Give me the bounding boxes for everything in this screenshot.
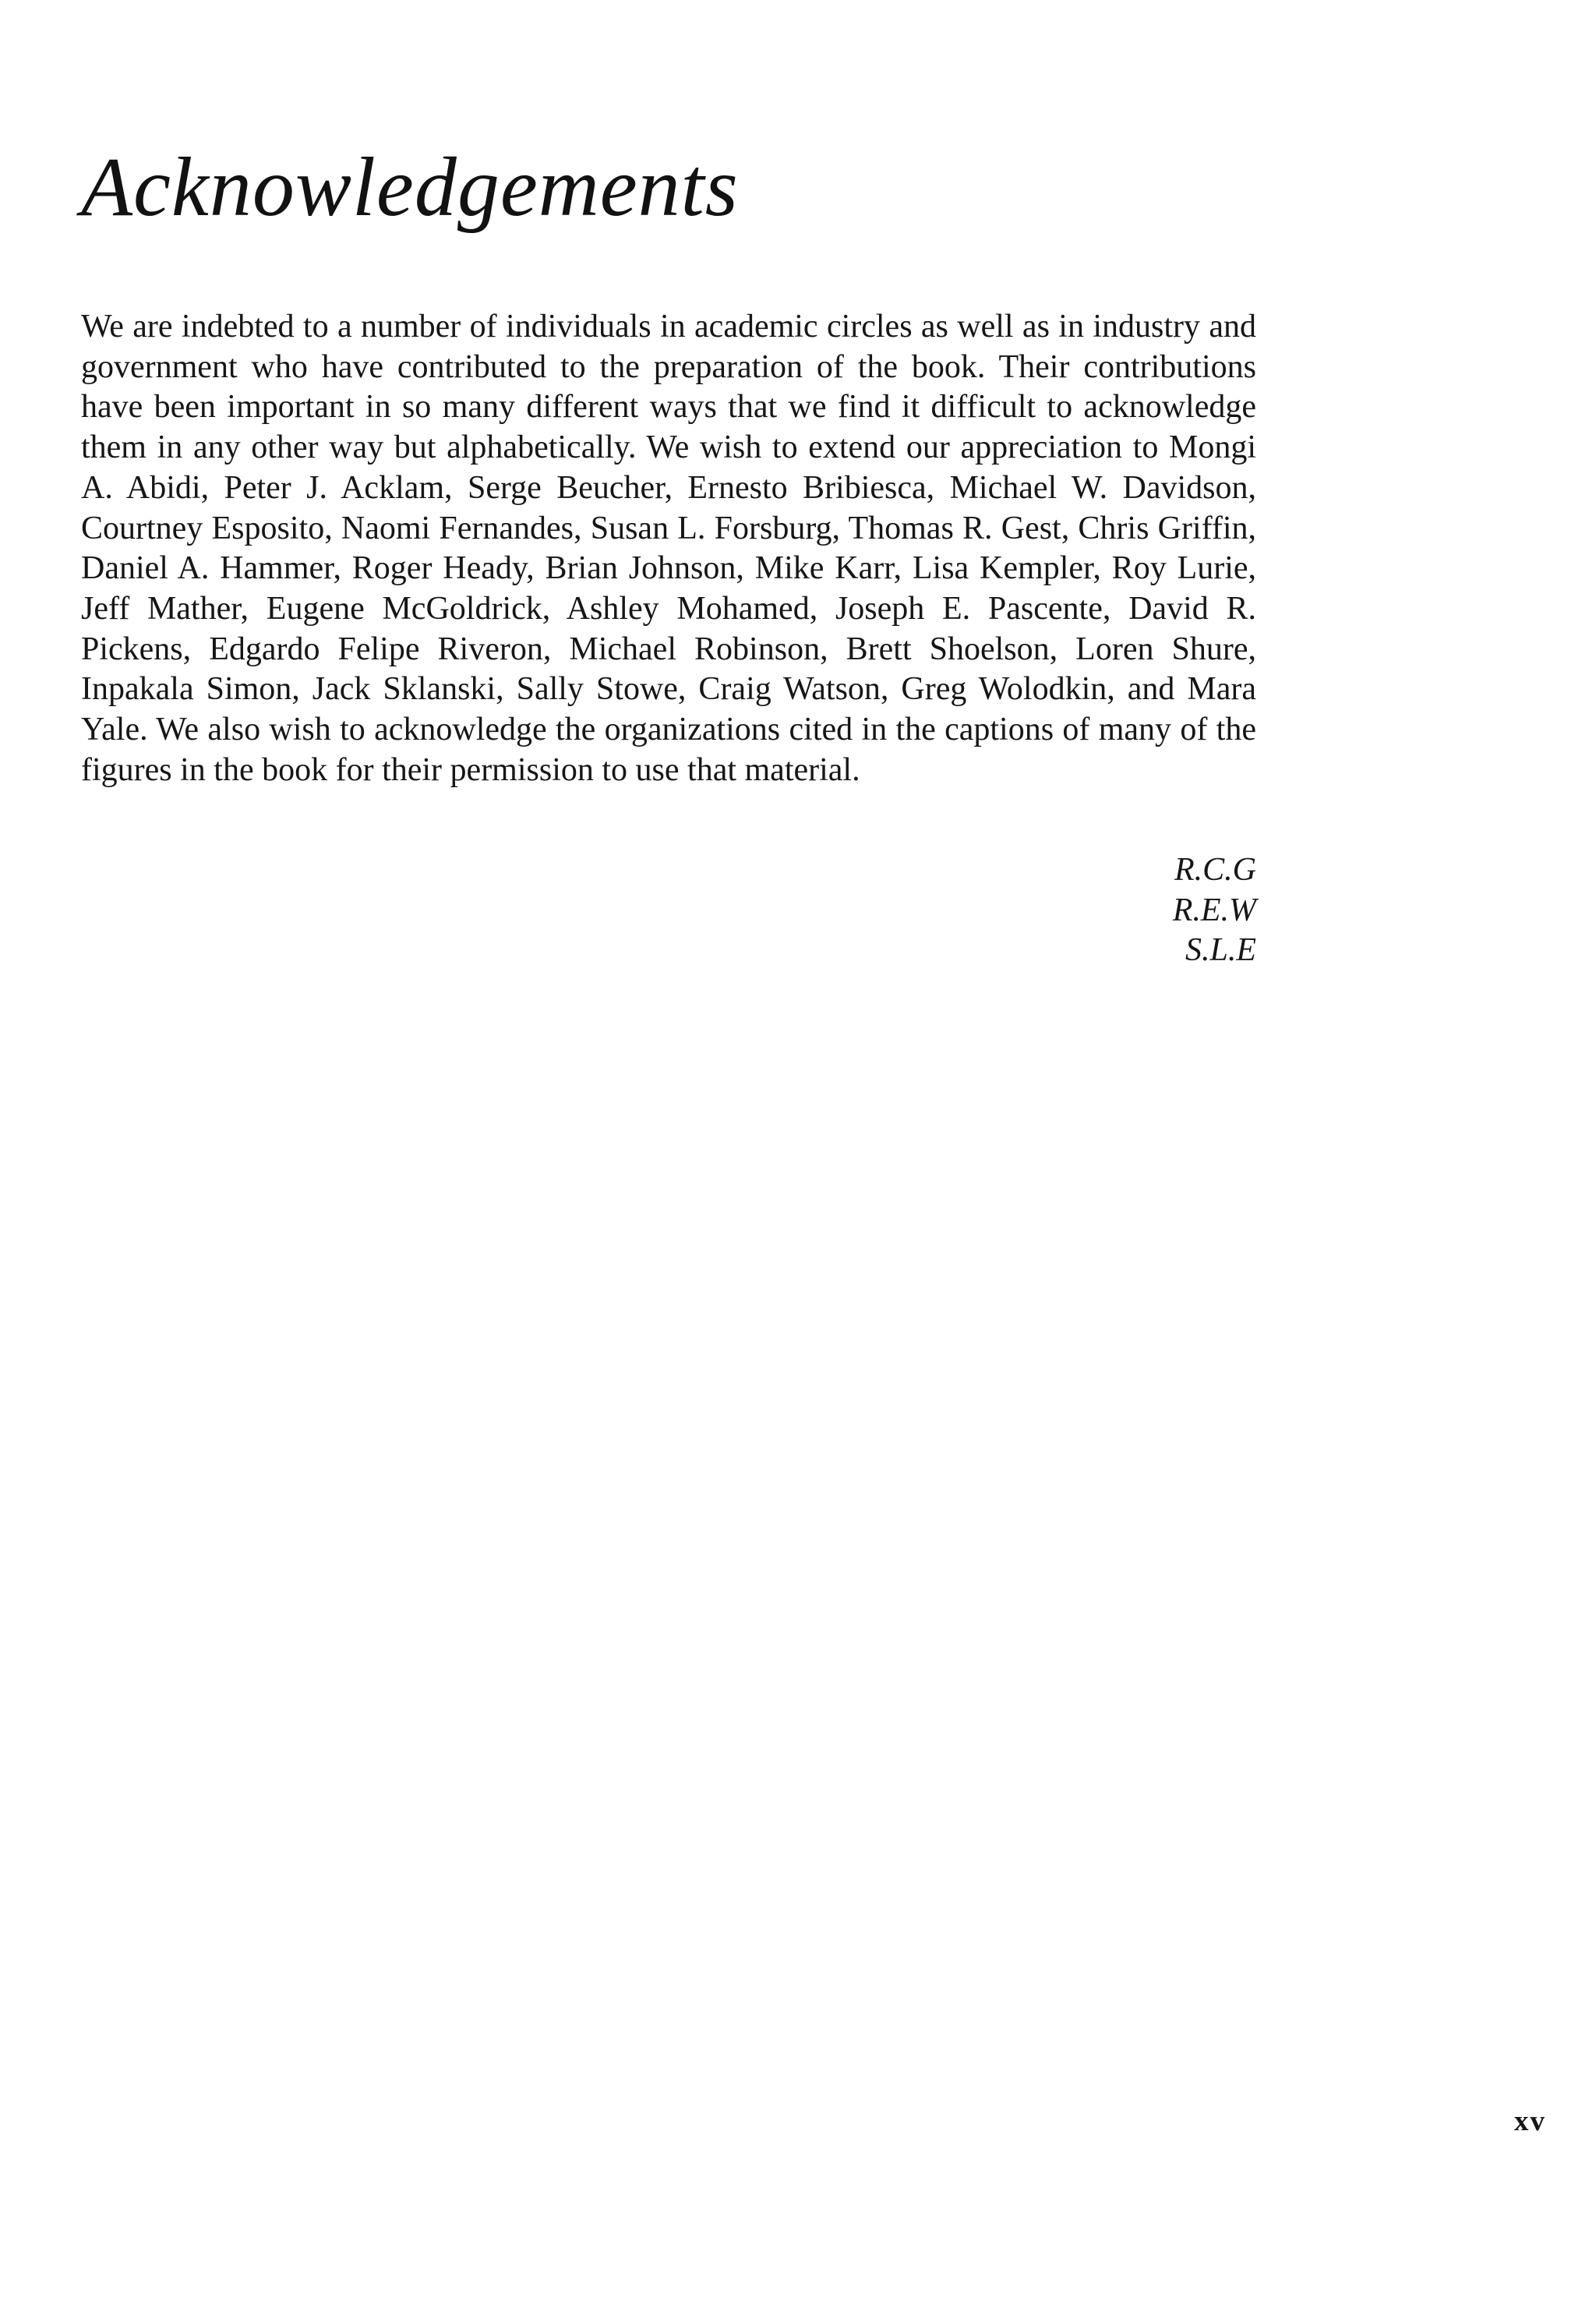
page-number: xv xyxy=(1514,2105,1546,2137)
author-initials-3: S.L.E xyxy=(1185,932,1256,968)
author-initials xyxy=(1173,850,1256,971)
acknowledgements-paragraph: We are indebted to a number of individuals in academic circles as well as in industry and government who have contributed to the preparation of the book. Their contributions have been important in so many different ways that we find it difficult to acknowledge them in any other way but alphabetically. We wish to extend our appreciation to Mongi A. Abidi, Peter J. Acklam, Serge Beucher, Ernesto Bribiesca, Michael W. Davidson, Courtney Esposito, Naomi Fernandes, Susan L. Forsburg, Thomas R. Gest, Chris Griffin, Daniel A. Hammer, Roger Heady, Brian Johnson, Mike Karr, Lisa Kempler, Roy Lurie, Jeff Mather, Eugene McGoldrick, Ashley Mohamed, Joseph E. Pascente, David R. Pickens, Edgardo Felipe Riveron, Michael Robinson, Brett Shoelson, Loren Shure, Inpakala Simon, Jack Sklanski, Sally Stowe, Craig Watson, Greg Wolodkin, and Mara Yale. We also wish to acknowledge the organizations cited in the captions of many of the figures in the book for their permission to use that material. xyxy=(81,309,1256,788)
author-initials-1: R.C.G xyxy=(1174,852,1256,888)
author-initials-2: R.E.W xyxy=(1172,892,1256,928)
page-title: Acknowledgements xyxy=(81,141,739,234)
